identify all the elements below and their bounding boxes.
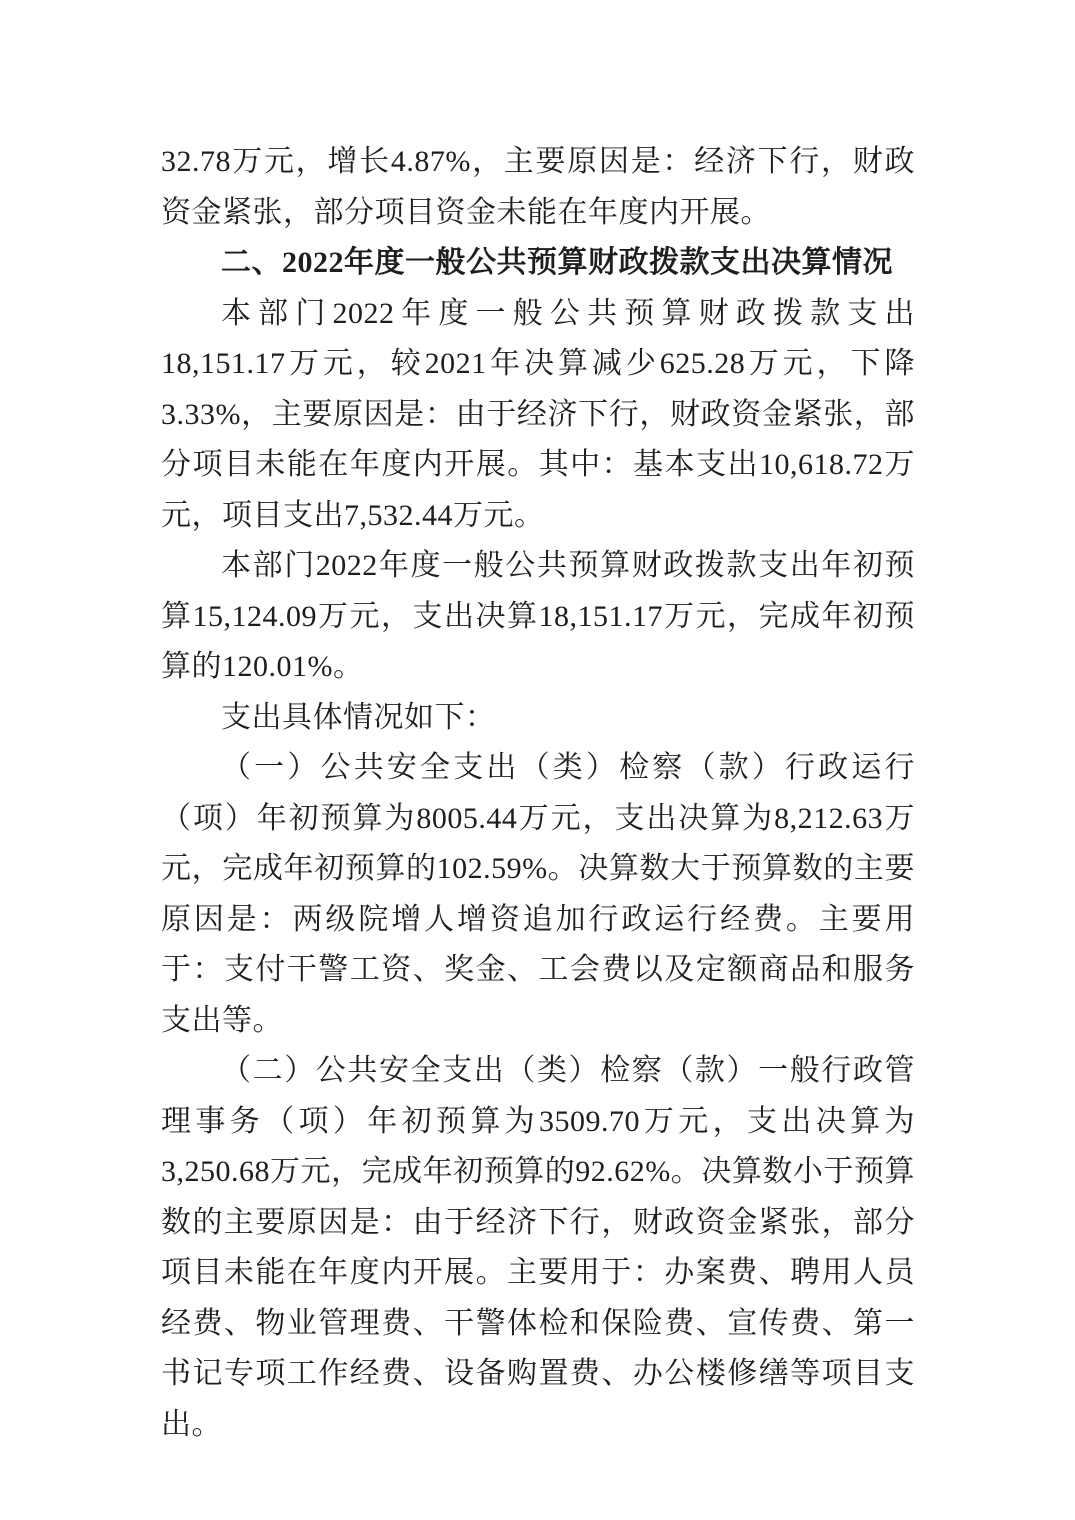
paragraph-continuation-prev-page: 32.78万元，增长4.87%，主要原因是：经济下行，财政资金紧张，部分项目资金未能在年度内开展。 — [161, 145, 915, 229]
paragraph-budget-vs-final: 本部门2022年度一般公共预算财政拨款支出年初预算15,124.09万元，支出决算18,151.17万元，完成年初预算的120.01%。 — [161, 549, 915, 683]
paragraph-details-intro: 支出具体情况如下： — [221, 700, 496, 734]
section-heading-expenditure-final-accounts: 二、2022年度一般公共预算财政拨款支出决算情况 — [221, 246, 893, 279]
paragraph-item-2-general-admin-affairs: （二）公共安全支出（类）检察（款）一般行政管理事务（项）年初预算为3509.70万元，支出决算为3,250.68万元，完成年初预算的92.62%。决算数小于预算数的主要原因是：由于经济下行，财政资金紧张，部分项目未能在年度内开展。主要用于：办案费、聘用人员经费、物业管理费、干警体检和保险费、宣传费、第一书记专项工作经费、设备购置费、办公楼修缮等项目支出。 — [161, 1054, 915, 1441]
document-text-body — [161, 137, 915, 1450]
paragraph-item-1-administrative-operation: （一）公共安全支出（类）检察（款）行政运行（项）年初预算为8005.44万元，支出决算为8,212.63万元，完成年初预算的102.59%。决算数大于预算数的主要原因是：两级院增人增资追加行政运行经费。主要用于：支付干警工资、奖金、工会费以及定额商品和服务支出等。 — [161, 751, 915, 1037]
paragraph-total-expenditure: 本部门2022年度一般公共预算财政拨款支出18,151.17万元，较2021年决算减少625.28万元，下降3.33%，主要原因是：由于经济下行，财政资金紧张，部分项目未能在年度内开展。其中：基本支出10,618.72万元，项目支出7,532.44万元。 — [161, 296, 915, 532]
